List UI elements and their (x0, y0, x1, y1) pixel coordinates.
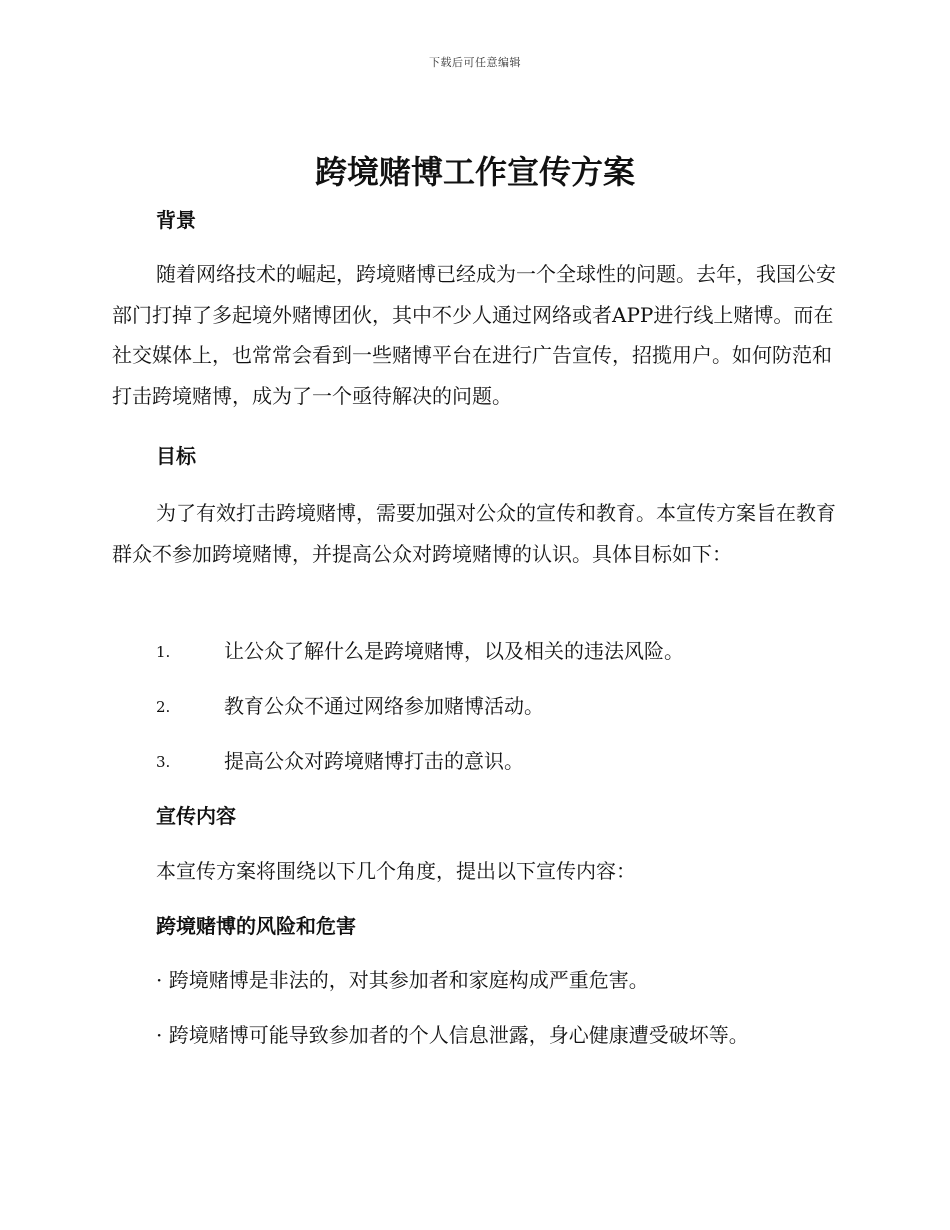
list-item (156, 747, 846, 775)
header-note: 下载后可任意编辑 (429, 56, 521, 69)
heading-goal: 目标 (156, 444, 196, 468)
list-item-number: 1. (156, 643, 171, 661)
bullet-item: · 跨境赌博可能导致参加者的个人信息泄露，身心健康遭受破坏等。 (156, 1023, 749, 1047)
paragraph-content-intro: 本宣传方案将围绕以下几个角度，提出以下宣传内容： (156, 859, 636, 883)
list-item-text: 教育公众不通过网络参加赌博活动。 (224, 694, 544, 718)
paragraph-goal: 为了有效打击跨境赌博，需要加强对公众的宣传和教育。本宣传方案旨在教育群众不参加跨境赌博，并提高公众对跨境赌博的认识。具体目标如下： (112, 501, 836, 566)
list-item-number: 2. (156, 698, 171, 716)
paragraph-background: 随着网络技术的崛起，跨境赌博已经成为一个全球性的问题。去年，我国公安部门打掉了多起境外赌博团伙，其中不少人通过网络或者APP进行线上赌博。而在社交媒体上，也常常会看到一些赌博平台在进行广告宣传，招揽用户。如何防范和打击跨境赌博，成为了一个亟待解决的问题。 (112, 262, 836, 408)
heading-background: 背景 (156, 208, 196, 232)
list-item-number: 3. (156, 753, 171, 771)
bullet-item: · 跨境赌博是非法的，对其参加者和家庭构成严重危害。 (156, 968, 649, 992)
list-item (156, 692, 846, 720)
list-item-text: 让公众了解什么是跨境赌博，以及相关的违法风险。 (224, 639, 684, 663)
list-item-text: 提高公众对跨境赌博打击的意识。 (224, 749, 524, 773)
heading-content: 宣传内容 (156, 804, 236, 828)
subheading-risks: 跨境赌博的风险和危害 (156, 914, 356, 938)
document-title: 跨境赌博工作宣传方案 (314, 153, 635, 191)
list-item (156, 637, 846, 665)
